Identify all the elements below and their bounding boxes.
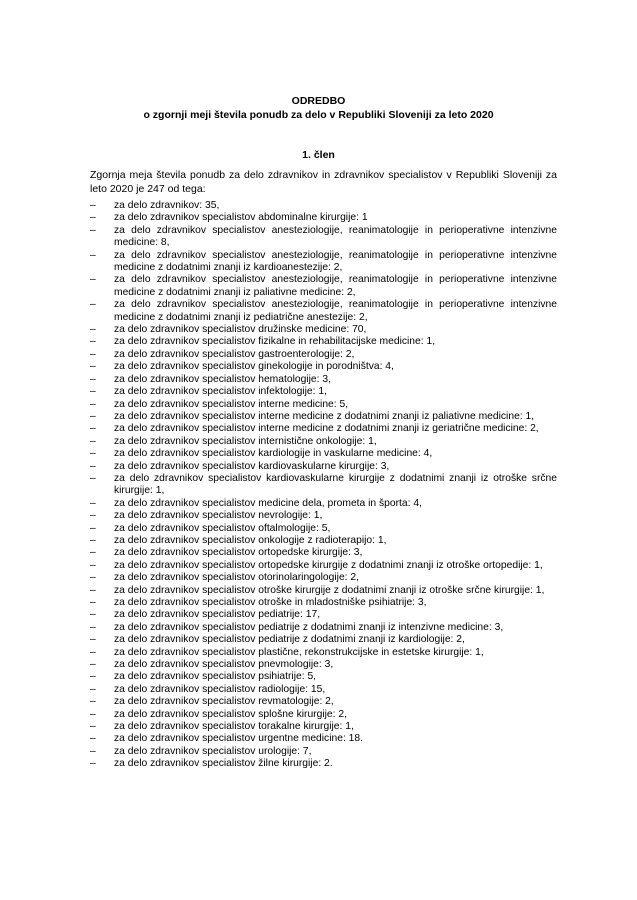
list-item-text: za delo zdravnikov specialistov radiologije: 15, xyxy=(114,683,326,695)
list-item xyxy=(90,560,557,572)
list-item-text: za delo zdravnikov specialistov ortopedske kirurgije z dodatnimi znanji iz otroške ortopedije: 1, xyxy=(114,559,543,571)
list-item-text: za delo zdravnikov specialistov kardiovaskularne kirurgije z dodatnimi znanji iz otroške srčne kirurgije: 1, xyxy=(114,472,557,497)
list-item-text: za delo zdravnikov specialistov torakalne kirurgije: 1, xyxy=(114,721,354,733)
dash-bullet: – xyxy=(90,621,96,633)
list-item xyxy=(90,498,557,510)
list-item xyxy=(90,523,557,535)
dash-bullet: – xyxy=(90,572,96,584)
list-item-text: za delo zdravnikov specialistov medicine dela, prometa in športa: 4, xyxy=(114,497,422,509)
dash-bullet: – xyxy=(90,745,96,757)
list-item-text: za delo zdravnikov specialistov infektologije: 1, xyxy=(114,386,327,398)
list-item-text: za delo zdravnikov specialistov ortopedske kirurgije: 3, xyxy=(114,547,363,559)
list-item-text: za delo zdravnikov specialistov abdominalne kirurgije: 1 xyxy=(114,212,368,224)
dash-bullet: – xyxy=(90,497,96,509)
list-item-text: za delo zdravnikov specialistov nevrologije: 1, xyxy=(114,510,323,522)
dash-bullet: – xyxy=(90,721,96,733)
dash-bullet: – xyxy=(90,200,96,211)
list-item-text: za delo zdravnikov specialistov anesteziologije, reanimatologije in perioperativne intenzivne medicine z dodatnimi znanji iz kardioanestezije: 2, xyxy=(114,249,557,274)
dash-bullet: – xyxy=(90,423,96,435)
list-item-text: za delo zdravnikov specialistov internistične onkologije: 1, xyxy=(114,435,377,447)
list-item-text: za delo zdravnikov specialistov pediatrije z dodatnimi znanji iz kardiologije: 2, xyxy=(114,634,465,646)
list-item-text: za delo zdravnikov specialistov interne medicine: 5, xyxy=(114,398,349,410)
dash-bullet: – xyxy=(90,398,96,410)
dash-bullet: – xyxy=(90,448,96,460)
dash-bullet: – xyxy=(90,733,96,745)
list-item-text: za delo zdravnikov specialistov hematologije: 3, xyxy=(114,373,331,385)
list-item-text: za delo zdravnikov specialistov anesteziologije, reanimatologije in perioperativne intenzivne medicine z dodatnimi znanji iz pediatrične anestezije: 2, xyxy=(114,299,557,323)
list-item-text: za delo zdravnikov: 35, xyxy=(114,200,220,211)
article-intro: Zgornja meja števila ponudb za delo zdravnikov in zdravnikov specialistov v Republiki Sloveniji za leto 2020 je 247 od tega: xyxy=(90,169,557,195)
dash-bullet: – xyxy=(90,646,96,658)
dash-bullet: – xyxy=(90,510,96,522)
dash-bullet: – xyxy=(90,472,96,484)
dash-bullet: – xyxy=(90,348,96,360)
list-item xyxy=(90,684,557,696)
dash-bullet: – xyxy=(90,274,96,286)
list-item xyxy=(90,733,557,745)
list-item xyxy=(90,585,557,597)
list-item-text: za delo zdravnikov specialistov fizikalne in rehabilitacijske medicine: 1, xyxy=(114,336,436,348)
list-item xyxy=(90,324,557,336)
list-item xyxy=(90,547,557,559)
list-item xyxy=(90,349,557,361)
list-item xyxy=(90,386,557,398)
list-item-text: za delo zdravnikov specialistov pnevmologije: 3, xyxy=(114,659,334,671)
list-item xyxy=(90,225,557,250)
list-item-text: za delo zdravnikov specialistov oftalmologije: 5, xyxy=(114,522,331,534)
list-item-text: za delo zdravnikov specialistov pediatrije: 17, xyxy=(114,609,321,621)
list-item-text: za delo zdravnikov specialistov gastroenterologije: 2, xyxy=(114,348,355,360)
dash-bullet: – xyxy=(90,683,96,695)
list-item-text: za delo zdravnikov specialistov družinske medicine: 70, xyxy=(114,324,367,336)
list-item xyxy=(90,473,557,498)
dash-bullet: – xyxy=(90,671,96,683)
list-item xyxy=(90,374,557,386)
list-item xyxy=(90,361,557,373)
list-item xyxy=(90,448,557,460)
list-item xyxy=(90,200,557,212)
list-item xyxy=(90,758,557,770)
dash-bullet: – xyxy=(90,460,96,472)
article-heading: 1. člen xyxy=(302,149,335,161)
dash-bullet: – xyxy=(90,758,96,770)
list-item xyxy=(90,597,557,609)
list-item-text: za delo zdravnikov specialistov kardiologije in vaskularne medicine: 4, xyxy=(114,448,433,460)
list-item-text: za delo zdravnikov specialistov ginekologije in porodništva: 4, xyxy=(114,361,394,373)
dash-bullet: – xyxy=(90,547,96,559)
list-item-text: za delo zdravnikov specialistov anesteziologije, reanimatologije in perioperativne intenzivne medicine z dodatnimi znanji iz paliativne medicine: 2, xyxy=(114,274,557,298)
list-item xyxy=(90,671,557,683)
dash-bullet: – xyxy=(90,249,96,261)
list-item xyxy=(90,299,557,324)
list-item xyxy=(90,659,557,671)
dash-bullet: – xyxy=(90,299,96,311)
list-item xyxy=(90,634,557,646)
list-item xyxy=(90,572,557,584)
dash-bullet: – xyxy=(90,435,96,447)
dash-bullet: – xyxy=(90,584,96,596)
list-item xyxy=(90,274,557,299)
list-item-text: za delo zdravnikov specialistov onkologije z radioterapijo: 1, xyxy=(114,534,387,546)
list-item-text: za delo zdravnikov specialistov psihiatrije: 5, xyxy=(114,671,317,683)
dash-bullet: – xyxy=(90,224,96,236)
list-item xyxy=(90,250,557,275)
list-item-text: za delo zdravnikov specialistov žilne kirurgije: 2. xyxy=(114,758,333,770)
dash-bullet: – xyxy=(90,336,96,348)
list-item-text: za delo zdravnikov specialistov interne medicine z dodatnimi znanji iz paliativne medicine: 1, xyxy=(114,410,535,422)
list-item-text: za delo zdravnikov specialistov urgentne medicine: 18. xyxy=(114,733,363,745)
dash-bullet: – xyxy=(90,597,96,608)
list-item-text: za delo zdravnikov specialistov plastične, rekonstrukcijske in estetske kirurgije: 1, xyxy=(114,646,484,658)
list-item-text: za delo zdravnikov specialistov interne medicine z dodatnimi znanji iz geriatrične medicine: 2, xyxy=(114,423,539,435)
list-item xyxy=(90,721,557,733)
list-item xyxy=(90,212,557,224)
list-item xyxy=(90,696,557,708)
list-item-text: za delo zdravnikov specialistov kardiovaskularne kirurgije: 3, xyxy=(114,460,390,472)
dash-bullet: – xyxy=(90,373,96,385)
list-item xyxy=(90,535,557,547)
dash-bullet: – xyxy=(90,708,96,720)
dash-bullet: – xyxy=(90,386,96,398)
list-item-text: za delo zdravnikov specialistov otroške in mladostniške psihiatrije: 3, xyxy=(114,597,427,608)
list-item-text: za delo zdravnikov specialistov otorinolaringologije: 2, xyxy=(114,572,359,584)
list-item xyxy=(90,423,557,435)
dash-bullet: – xyxy=(90,361,96,373)
list-item-text: za delo zdravnikov specialistov pediatrije z dodatnimi znanji iz intenzivne medicine: 3, xyxy=(114,621,504,633)
list-item xyxy=(90,622,557,634)
dash-bullet: – xyxy=(90,410,96,422)
list-item-text: za delo zdravnikov specialistov otroške kirurgije z dodatnimi znanji iz otroške srčne kirurgije: 1, xyxy=(114,584,545,596)
list-item xyxy=(90,399,557,411)
dash-bullet: – xyxy=(90,212,96,224)
list-item-text: za delo zdravnikov specialistov urologije: 7, xyxy=(114,745,312,757)
dash-bullet: – xyxy=(90,522,96,534)
document-subtitle: o zgornji meji števila ponudb za delo v Republiki Sloveniji za leto 2020 xyxy=(143,109,494,121)
dash-bullet: – xyxy=(90,659,96,671)
dash-bullet: – xyxy=(90,324,96,336)
dash-bullet: – xyxy=(90,559,96,571)
list-item xyxy=(90,411,557,423)
list-item-text: za delo zdravnikov specialistov splošne kirurgije: 2, xyxy=(114,708,347,720)
allocation-list xyxy=(90,200,557,771)
dash-bullet: – xyxy=(90,609,96,621)
list-item-text: za delo zdravnikov specialistov anesteziologije, reanimatologije in perioperativne intenzivne medicine: 8, xyxy=(114,224,557,249)
list-item xyxy=(90,461,557,473)
dash-bullet: – xyxy=(90,696,96,708)
list-item xyxy=(90,436,557,448)
list-item-text: za delo zdravnikov specialistov revmatologije: 2, xyxy=(114,696,334,708)
document-title: ODREDBO xyxy=(291,95,346,107)
list-item xyxy=(90,510,557,522)
dash-bullet: – xyxy=(90,634,96,646)
list-item xyxy=(90,336,557,348)
list-item xyxy=(90,709,557,721)
dash-bullet: – xyxy=(90,534,96,546)
list-item xyxy=(90,746,557,758)
list-item xyxy=(90,647,557,659)
list-item xyxy=(90,609,557,621)
